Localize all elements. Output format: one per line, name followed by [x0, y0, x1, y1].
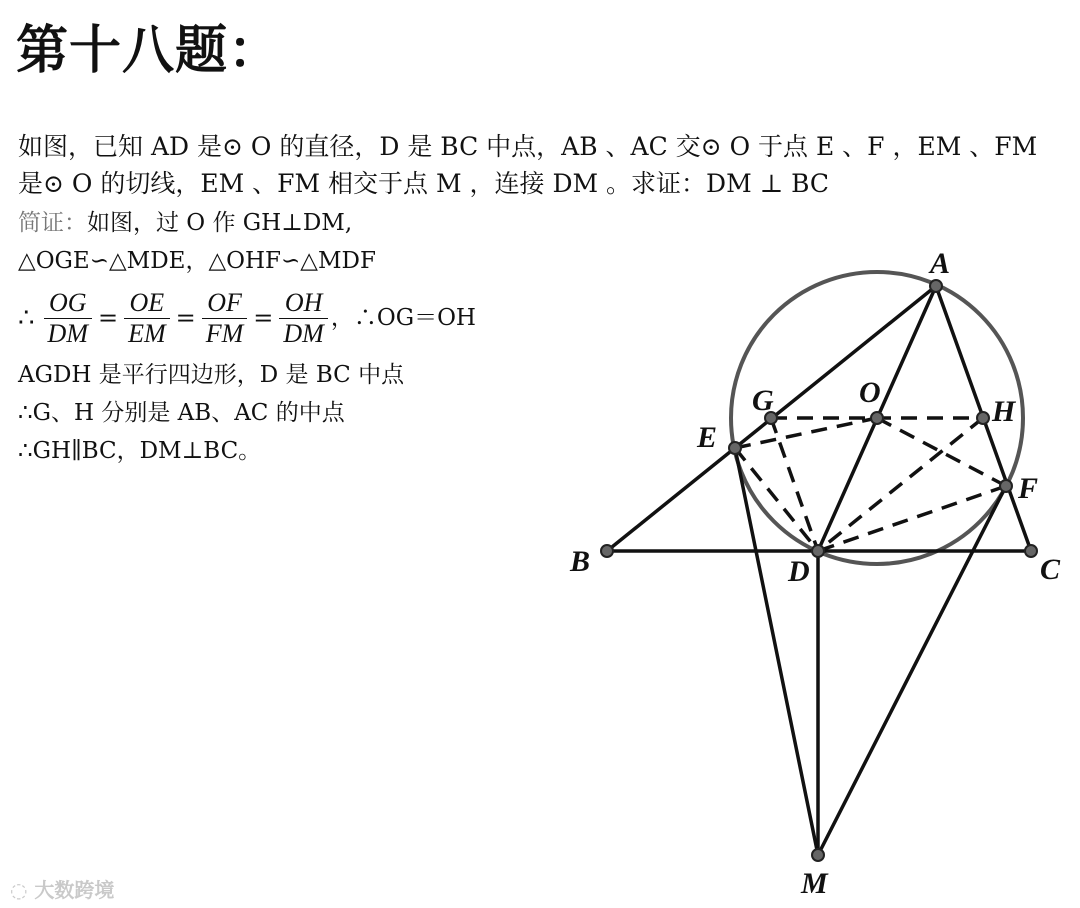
- label-h: H: [992, 395, 1016, 428]
- fraction-denominator: FM: [202, 318, 248, 349]
- point-h: [977, 412, 989, 424]
- solution-line-2: △OGE∽△MDE，△OHF∽△MDF: [18, 248, 376, 274]
- label-m: M: [801, 867, 828, 900]
- point-m: [812, 849, 824, 861]
- solution-line-4: AGDH 是平行四边形，D 是 BC 中点: [18, 362, 405, 388]
- equals-sign: =: [175, 304, 196, 332]
- label-o: O: [859, 376, 881, 409]
- problem-line-1: 如图，已知 AD 是⊙ O 的直径，D 是 BC 中点，AB 、AC 交⊙ O 于点 E 、F ，EM 、FM: [18, 132, 1038, 161]
- point-f: [1000, 480, 1012, 492]
- point-e: [729, 442, 741, 454]
- segment-em: [735, 448, 818, 855]
- dashed-segments: [735, 418, 1006, 551]
- label-b: B: [570, 545, 591, 578]
- therefore-symbol: ∴: [18, 303, 35, 333]
- fraction-numerator: OG: [48, 287, 87, 317]
- label-c: C: [1040, 553, 1061, 586]
- fraction-denominator: EM: [124, 318, 170, 349]
- point-d: [812, 545, 824, 557]
- fraction-numerator: OH: [284, 287, 323, 317]
- watermark-logo-icon: ◌: [10, 878, 28, 902]
- problem-line-2: 是⊙ O 的切线，EM 、FM 相交于点 M ，连接 DM 。求证：DM ⊥ BC: [18, 169, 830, 198]
- label-f: F: [1018, 472, 1039, 505]
- point-o: [871, 412, 883, 424]
- solution-hint-label: 简证：: [18, 210, 87, 236]
- equals-sign: =: [97, 304, 119, 332]
- solution-line-1-text: 如图，过 O 作 GH⊥DM,: [87, 210, 353, 236]
- fraction-denominator: DM: [44, 318, 92, 349]
- point-c: [1025, 545, 1037, 557]
- label-a: A: [930, 247, 951, 280]
- dashed-eo: [735, 418, 877, 448]
- dashed-ed: [735, 448, 818, 551]
- ratio-conclusion: ，∴OG＝OH: [330, 305, 476, 331]
- label-e: E: [697, 421, 718, 454]
- solid-segments: [607, 286, 1031, 855]
- solution-line-5: ∴G、H 分别是 AB、AC 的中点: [18, 400, 345, 426]
- label-d: D: [788, 555, 810, 588]
- fraction-numerator: OF: [207, 287, 242, 317]
- watermark-text: 大数跨境: [34, 878, 115, 902]
- page-title: 第十八题：: [16, 20, 282, 81]
- dashed-gd: [771, 418, 818, 551]
- solution-line-6: ∴GH∥BC，DM⊥BC。: [18, 438, 262, 464]
- fraction-denominator: DM: [279, 318, 327, 349]
- fraction-numerator: OE: [129, 287, 165, 317]
- watermark: [10, 874, 114, 903]
- dashed-hd: [818, 418, 983, 551]
- equals-sign: =: [253, 304, 274, 332]
- point-a: [930, 280, 942, 292]
- label-g: G: [752, 384, 774, 417]
- point-b: [601, 545, 613, 557]
